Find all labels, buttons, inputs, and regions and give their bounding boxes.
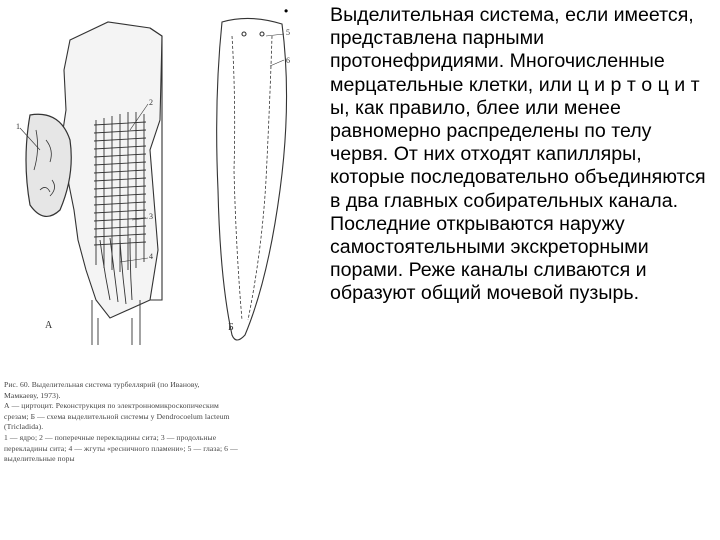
planarian-drawing (217, 18, 287, 340)
caption-line: Мамкаеву, 1973). (4, 390, 61, 400)
figure-caption (4, 380, 300, 465)
caption-line: А — циртоцит. Реконструкция по электронномикроскопическим (4, 401, 219, 411)
caption-line: Рис. 60. Выделительная система турбеллярий (по Иванову, (4, 380, 200, 389)
bullet-marker: • (284, 4, 289, 18)
bullet-text-block (284, 4, 710, 306)
callout-3: 3 (149, 212, 153, 221)
callout-2: 2 (149, 98, 153, 107)
caption-line: перекладины сита; 4 — жгуты «ресничного пламени»; 5 — глаза; 6 — (4, 443, 238, 453)
figure-label-b: Б (228, 322, 234, 333)
figure-label-a: А (45, 320, 53, 331)
caption-line: срезам; Б — схема выделительной системы у Dendrocoelum lacteum (4, 411, 230, 421)
callout-4: 4 (149, 252, 153, 261)
caption-line: выделительные поры (4, 454, 75, 464)
figure-illustration (0, 0, 310, 480)
main-paragraph: Выделительная система, если имеется, представлена парными протонефридиями. Многочисленные мерцательные клетки, или ц и р т о ц и т ы, как правило, блее или менее равномерно распределены по телу червя. От них отходят капилляры, которые последовательно объединяются в два главных собирательных канала. Последние открываются наружу самостоятельными экскреторными порами. Реже каналы сливаются и образуют общий мочевой пузырь. (330, 4, 706, 305)
cyrtocyte-drawing (20, 22, 162, 345)
caption-line: (Tricladida). (4, 422, 44, 432)
callout-6: 6 (286, 56, 290, 65)
callout-5: 5 (286, 28, 290, 37)
caption-line: 1 — ядро; 2 — поперечные перекладины сита; 3 — продольные (4, 432, 217, 442)
callout-1: 1 (16, 122, 20, 131)
